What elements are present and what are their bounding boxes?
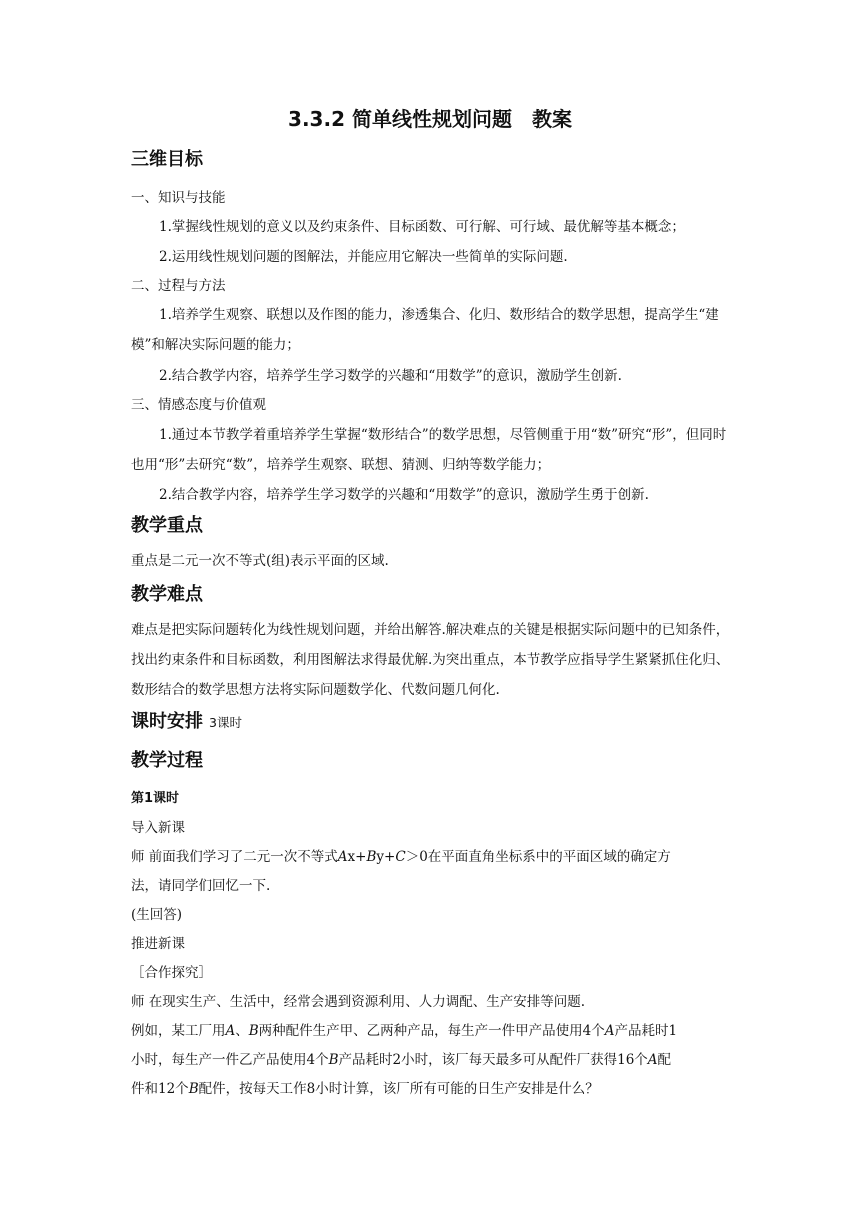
subheading-emotion: 三、情感态度与价值观 — [131, 397, 266, 413]
teacher-remark-1-cont: 法，请同学们回忆一下. — [131, 878, 271, 894]
paragraph-difficulties: 难点是把实际问题转化为线性规划问题，并给出解答.解决难点的关键是根据实际问题中的已知条件，找出约束条件和目标函数，利用图解法求得最优解.为突出重点，本节教学应指导学生紧紧抓住化归、数形结合的数学思想方法将实际问题数学化、代数问题几何化. — [131, 622, 730, 698]
paragraph-process-1: 1.培养学生观察、联想以及作图的能力，渗透集合、化归、数形结合的数学思想，提高学生“建模”和解决实际问题的能力； — [131, 307, 719, 353]
heading-key-points: 教学重点 — [131, 515, 203, 536]
subheading-process: 二、过程与方法 — [131, 278, 226, 294]
intro-label: 导入新课 — [131, 820, 185, 836]
example-line-3: 件和12个B配件，按每天工作8小时计算，该厂所有可能的日生产安排是什么？ — [131, 1081, 599, 1097]
example-line-2: 小时，每生产一件乙产品使用4个B产品耗时2小时，该厂每天最多可从配件厂获得16个A配 — [131, 1052, 672, 1068]
explore-label: ［合作探究］ — [131, 965, 212, 981]
paragraph-knowledge-2: 2.运用线性规划问题的图解法，并能应用它解决一些简单的实际问题. — [159, 249, 568, 265]
teacher-remark-2: 师 在现实生产、生活中，经常会遇到资源利用、人力调配、生产安排等问题. — [131, 994, 586, 1010]
paragraph-key-points: 重点是二元一次不等式(组)表示平面的区域. — [131, 553, 389, 569]
lesson-label: 第1课时 — [131, 791, 180, 806]
schedule-value: 3课时 — [209, 715, 242, 730]
subheading-knowledge: 一、知识与技能 — [131, 190, 226, 206]
paragraph-emotion-2: 2.结合教学内容，培养学生学习数学的兴趣和“用数学”的意识，激励学生勇于创新. — [159, 487, 649, 503]
paragraph-emotion-1: 1.通过本节教学着重培养学生掌握“数形结合”的数学思想，尽管侧重于用“数”研究“形”，但同时也用“形”去研究“数”，培养学生观察、联想、猜测、归纳等数学能力； — [131, 427, 727, 473]
example-line-1: 例如，某工厂用A、B两种配件生产甲、乙两种产品，每生产一件甲产品使用4个A产品耗时1 — [131, 1023, 678, 1039]
document-title: 3.3.2 简单线性规划问题 教案 — [288, 107, 572, 131]
student-answer: (生回答) — [131, 907, 183, 923]
heading-goals: 三维目标 — [131, 149, 203, 170]
paragraph-process-2: 2.结合教学内容，培养学生学习数学的兴趣和“用数学”的意识，激励学生创新. — [159, 368, 622, 384]
heading-difficulties: 教学难点 — [131, 584, 203, 605]
paragraph-knowledge-1: 1.掌握线性规划的意义以及约束条件、目标函数、可行解、可行域、最优解等基本概念； — [159, 219, 685, 235]
heading-schedule — [131, 709, 242, 736]
heading-process: 教学过程 — [131, 750, 203, 771]
advance-label: 推进新课 — [131, 936, 185, 952]
schedule-label: 课时安排 — [131, 711, 203, 732]
teacher-remark-1: 师 前面我们学习了二元一次不等式Ax+By+C＞0在平面直角坐标系中的平面区域的确定方 — [131, 849, 671, 865]
